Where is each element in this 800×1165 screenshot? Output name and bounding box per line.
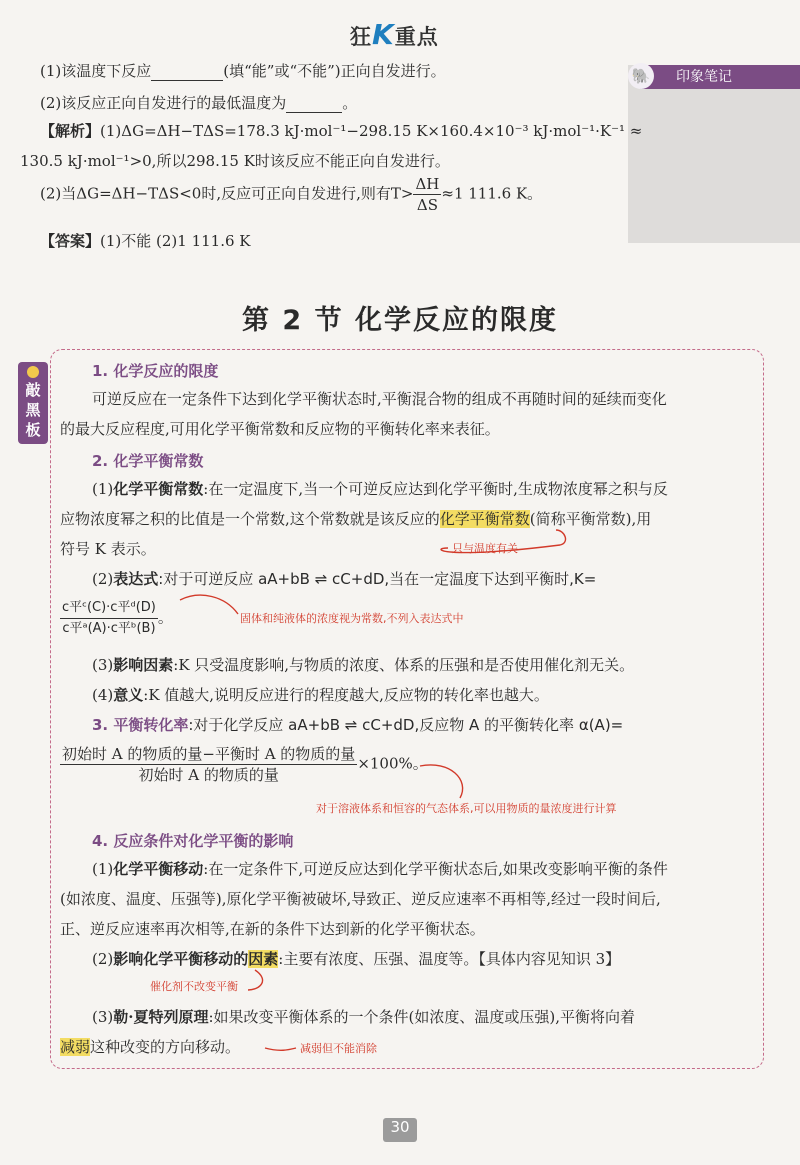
- text: :对于可逆反应 aA+bB ⇌ cC+dD,当在一定温度下达到平衡时,K=: [158, 570, 597, 588]
- section-title: 第 2 节 化学反应的限度: [242, 305, 558, 336]
- text: 应物浓度幂之积的比值是一个常数,这个常数就是该反应的: [60, 510, 440, 528]
- k-numerator: c平ᶜ(C)·c平ᵈ(D): [60, 598, 158, 619]
- label: (2): [92, 950, 114, 968]
- brand-k: K: [372, 18, 395, 51]
- badge-text: 敲黑板: [25, 381, 41, 439]
- label: (2): [92, 570, 114, 588]
- k-denominator: c平ᵃ(A)·c平ᵇ(B): [62, 621, 156, 636]
- highlight-term: 化学平衡常数: [439, 510, 530, 528]
- text: :主要有浓度、压强、温度等。【具体内容见知识 3】: [278, 950, 621, 968]
- term: 化学平衡常数: [113, 480, 204, 498]
- brand-post: 重点: [394, 25, 439, 49]
- term: 影响因素: [113, 656, 174, 674]
- s1-para-2: 的最大反应程度,可用化学平衡常数和反应物的平衡转化率来表征。: [60, 420, 500, 438]
- term: 勒·夏特列原理: [113, 1008, 209, 1026]
- arrow-solution: [420, 765, 463, 798]
- text: :如果改变平衡体系的一个条件(如浓度、温度或压强),平衡将向着: [208, 1008, 636, 1026]
- handwritten-note-catalyst: 催化剂不改变平衡: [150, 980, 238, 993]
- s2-def1-line3: 符号 K 表示。: [60, 540, 156, 558]
- frac-den: ΔS: [416, 196, 438, 214]
- notes-tab-label: 印象笔记: [676, 69, 732, 85]
- text: :K 值越大,说明反应进行的程度越大,反应物的转化率也越大。: [143, 686, 549, 704]
- text: 。: [157, 608, 173, 627]
- analysis-tag: 【解析】: [40, 122, 101, 140]
- arrow-catalyst: [248, 970, 263, 990]
- label: (1): [92, 480, 114, 498]
- q1-text: (1)该温度下反应: [40, 62, 152, 80]
- brand-pre: 狂: [350, 25, 372, 49]
- frac-num: ΔH: [415, 175, 440, 193]
- s4-def1-line3: 正、逆反应速率再次相等,在新的条件下达到新的化学平衡状态。: [60, 920, 485, 938]
- heading-1: 1. 化学反应的限度: [92, 362, 219, 380]
- handwritten-note-solids: 固体和纯液体的浓度视为常数,不列入表达式中: [240, 612, 464, 625]
- elephant-icon: 🐘: [628, 63, 654, 89]
- term: 化学平衡移动: [113, 860, 204, 878]
- answer-text: (1)不能 (2)1 111.6 K: [100, 232, 251, 250]
- label: (1): [92, 860, 114, 878]
- highlight-term: 减弱: [60, 1038, 91, 1056]
- heading-2: 2. 化学平衡常数: [92, 452, 204, 470]
- handwritten-note-temperature: 只与温度有关: [452, 542, 518, 555]
- highlight-term: 因素: [248, 950, 279, 968]
- term: 表达式: [113, 570, 159, 588]
- conversion-denominator: 初始时 A 的物质的量: [138, 766, 279, 784]
- text: ×100%。: [357, 754, 428, 773]
- text: 这种改变的方向移动。: [90, 1038, 241, 1056]
- text: :在一定温度下,当一个可逆反应达到化学平衡时,生成物浓度幂之积与反: [203, 480, 668, 498]
- q2-text: (2)该反应正向自发进行的最低温度为: [40, 94, 287, 112]
- text: (简称平衡常数),用: [529, 510, 652, 528]
- analysis-text-1: (1)ΔG=ΔH−TΔS=178.3 kJ·mol⁻¹−298.15 K×160.4×10⁻³ kJ·mol⁻¹·K⁻¹ ≈: [100, 122, 643, 140]
- page-number: 30: [383, 1118, 417, 1142]
- conversion-numerator: 初始时 A 的物质的量−平衡时 A 的物质的量: [62, 745, 356, 763]
- analysis-text-3b: ≈1 111.6 K。: [441, 184, 543, 203]
- answer-tag: 【答案】: [40, 232, 101, 250]
- q1-text-end: (填“能”或“不能”)正向自发进行。: [223, 62, 446, 80]
- handwritten-note-solution: 对于溶液体系和恒容的气态体系,可以用物质的量浓度进行计算: [316, 802, 617, 815]
- label: (4): [92, 686, 114, 704]
- heading-3: 3. 平衡转化率: [92, 716, 189, 734]
- handwritten-note-weaken: 减弱但不能消除: [300, 1042, 377, 1055]
- term: 影响化学平衡移动的: [113, 950, 249, 968]
- s4-def1-line2: (如浓度、温度、压强等),原化学平衡被破坏,导致正、逆反应速率不再相等,经过一段时间后,: [60, 890, 661, 908]
- arrow-solids: [180, 595, 238, 614]
- analysis-text-2: 130.5 kJ·mol⁻¹>0,所以298.15 K时该反应不能正向自发进行。: [20, 152, 450, 170]
- text: :在一定条件下,可逆反应达到化学平衡状态后,如果改变影响平衡的条件: [203, 860, 668, 878]
- s1-para-1: 可逆反应在一定条件下达到化学平衡状态时,平衡混合物的组成不再随时间的延续而变化: [92, 390, 667, 408]
- arrow-temperature: [441, 530, 565, 553]
- analysis-text-3: (2)当ΔG=ΔH−TΔS<0时,反应可正向自发进行,则有T>: [40, 184, 414, 203]
- heading-4: 4. 反应条件对化学平衡的影响: [92, 832, 294, 850]
- label: (3): [92, 1008, 114, 1026]
- text: :对于化学反应 aA+bB ⇌ cC+dD,反应物 A 的平衡转化率 α(A)=: [188, 716, 624, 734]
- label: (3): [92, 656, 114, 674]
- arrow-weaken: [265, 1048, 296, 1050]
- term: 意义: [113, 686, 144, 704]
- text: :K 只受温度影响,与物质的浓度、体系的压强和是否使用催化剂无关。: [173, 656, 635, 674]
- q2-text-end: 。: [342, 94, 358, 112]
